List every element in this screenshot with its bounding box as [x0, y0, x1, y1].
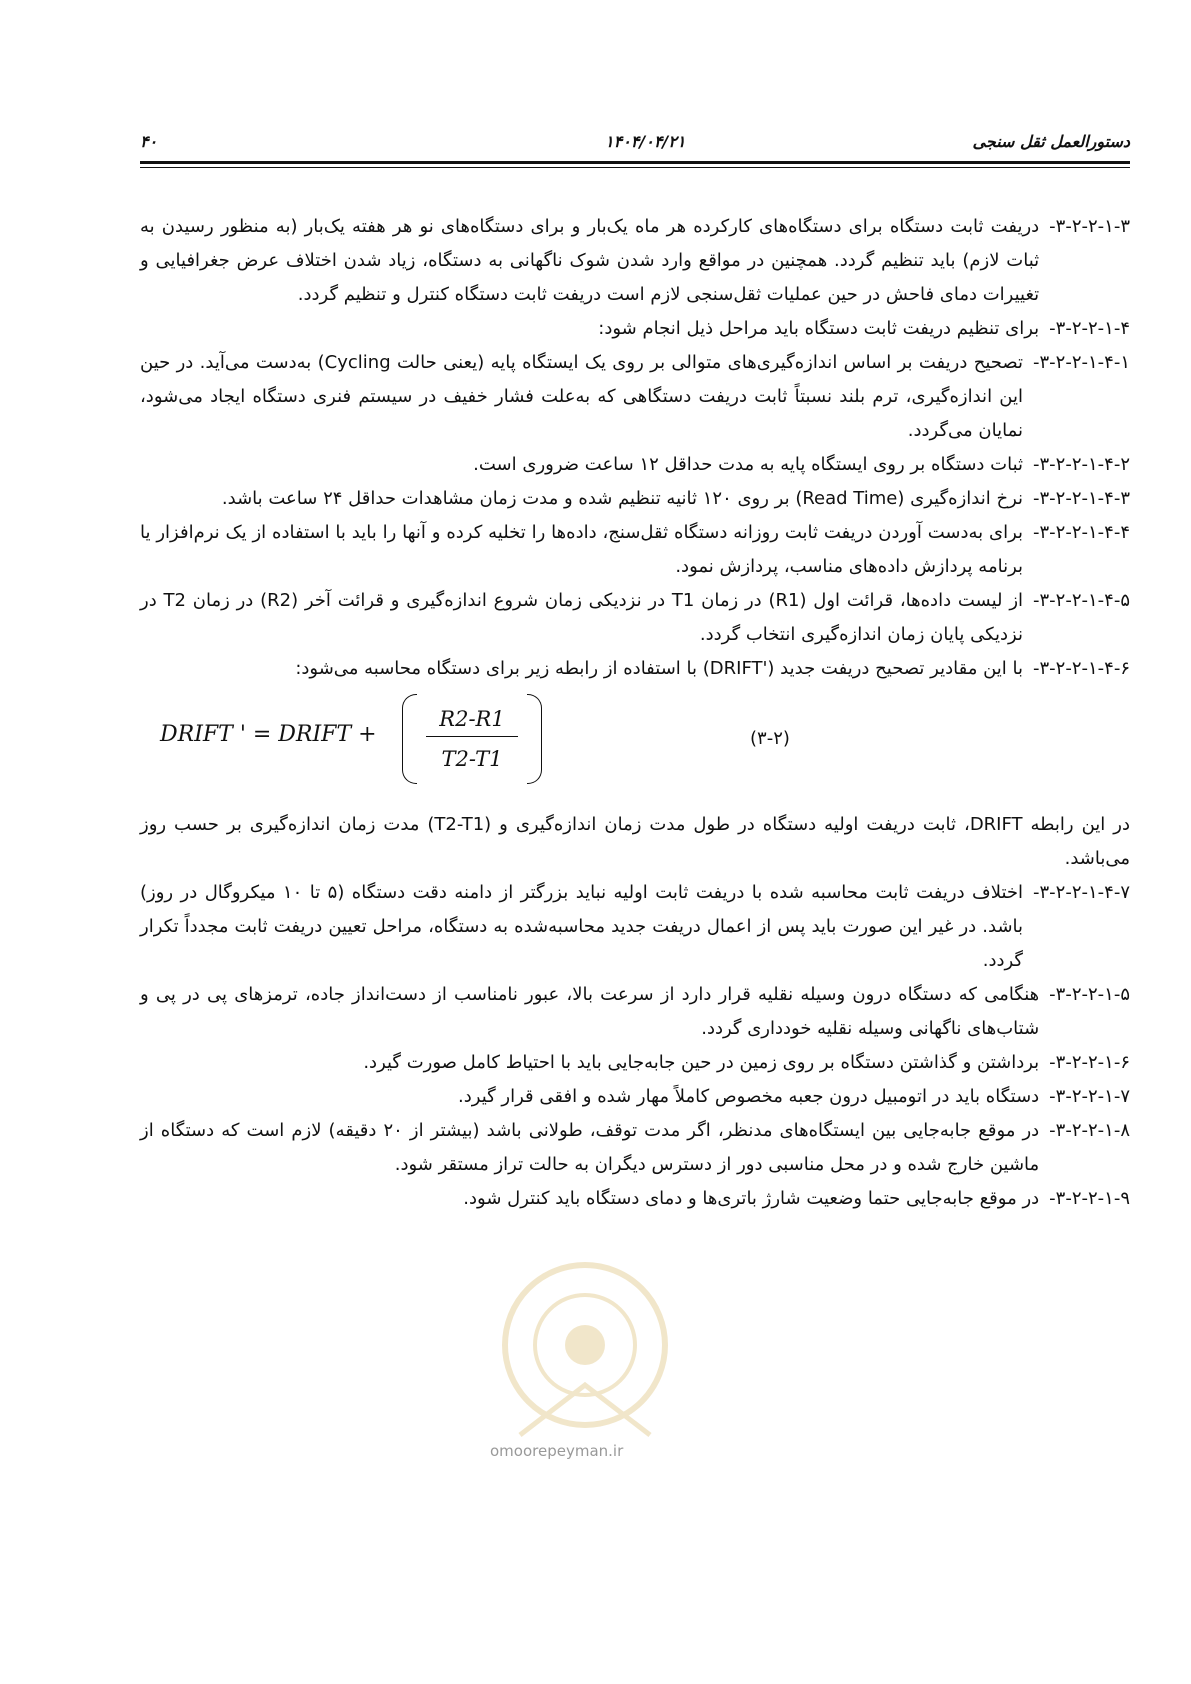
item-number: ۳-۲-۲-۱-۴-۶- — [1033, 658, 1130, 679]
item-number: ۳-۲-۲-۱-۳- — [1049, 216, 1130, 237]
item-text: با این مقادیر تصحیح دریفت جدید ('DRIFT) با استفاده از رابطه زیر برای دستگاه محاسبه می‌شود: — [295, 658, 1024, 679]
paragraph-item — [140, 312, 1130, 346]
item-text: تصحیح دریفت بر اساس اندازه‌گیری‌های متوالی بر روی یک ایستگاه پایه (یعنی حالت Cycling) به‌دست می‌آید. در حین این اندازه‌گیری، ترم بلند نسبتاً ثابت دریفت دستگاهی که به‌علت فشار خفیف در سیستم فنری دستگاه ایجاد می‌شود، نمایان می‌گردد. — [140, 352, 1024, 441]
item-number: ۳-۲-۲-۱-۴-۵- — [1033, 590, 1130, 611]
item-text: در موقع جابه‌جایی حتما وضعیت شارژ باتری‌ها و دمای دستگاه باید کنترل شود. — [463, 1188, 1040, 1209]
header-rule-thin — [140, 167, 1130, 168]
item-text: نرخ اندازه‌گیری (Read Time) بر روی ۱۲۰ ثانیه تنظیم شده و مدت زمان مشاهدات حداقل ۲۴ ساعت باشد. — [221, 488, 1024, 509]
item-text: برداشتن و گذاشتن دستگاه بر روی زمین در حین جابه‌جایی باید با احتیاط کامل صورت گیرد. — [363, 1052, 1040, 1073]
item-text: دستگاه باید در اتومبیل درون جعبه مخصوص کاملاً مهار شده و افقی قرار گیرد. — [458, 1086, 1040, 1107]
header-date: ۱۴۰۴/۰۴/۲۱ — [605, 132, 686, 151]
formula-lhs: DRIFT ' = DRIFT + — [160, 722, 377, 747]
formula-right-paren — [527, 694, 542, 784]
formula-fraction-bar — [426, 736, 518, 737]
item-text: برای به‌دست آوردن دریفت ثابت روزانه دستگاه ثقل‌سنج، داده‌ها را تخلیه کرده و آنها را باید با استفاده از یک نرم‌افزار یا برنامه پردازش داده‌های مناسب، پردازش نمود. — [140, 522, 1024, 577]
paragraph-item — [140, 1080, 1130, 1114]
item-number: ۳-۲-۲-۱-۴-۳- — [1033, 488, 1130, 509]
item-number: ۳-۲-۲-۱-۶- — [1049, 1052, 1130, 1073]
header-rule-thick — [140, 161, 1130, 164]
paragraph-item — [140, 516, 1130, 584]
item-number: ۳-۲-۲-۱-۵- — [1049, 984, 1130, 1005]
paragraph-item — [140, 1046, 1130, 1080]
paragraph-item — [140, 978, 1130, 1046]
item-number: ۳-۲-۲-۱-۴-۴- — [1033, 522, 1130, 543]
watermark-seal-icon — [460, 1235, 710, 1465]
drift-formula — [140, 690, 1130, 800]
item-text: هنگامی که دستگاه درون وسیله نقلیه قرار دارد از سرعت بالا، عبور نامناسب از دست‌انداز جاده، ترمزهای پی در پی و شتاب‌های ناگهانی وسیله نقلیه خودداری گردد. — [140, 984, 1040, 1039]
page-header — [140, 128, 1130, 158]
paragraph-item — [140, 448, 1130, 482]
item-text: ثبات دستگاه بر روی ایستگاه پایه به مدت حداقل ۱۲ ساعت ضروری است. — [473, 454, 1024, 475]
paragraph-item — [140, 210, 1130, 312]
formula-denominator: T2-T1 — [441, 747, 503, 771]
item-number: ۳-۲-۲-۱-۹- — [1049, 1188, 1130, 1209]
item-text: دریفت ثابت دستگاه برای دستگاه‌های کارکرده هر ماه یک‌بار و برای دستگاه‌های نو هر هفته یک‌بار (به منظور رسیدن به ثبات لازم) باید تنظیم گردد. همچنین در مواقع وارد شدن شوک ناگهانی به دستگاه، زیاد شدن اختلاف عرض جغرافیایی و تغییرات دمای فاحش در حین عملیات ثقل‌سنجی لازم است دریفت ثابت دستگاه کنترل و تنظیم گردد. — [140, 216, 1040, 305]
item-text: در موقع جابه‌جایی بین ایستگاه‌های مدنظر، اگر مدت توقف، طولانی باشد (بیشتر از ۲۰ دقیقه) لازم است که دستگاه از ماشین خارج شده و در محل مناسبی دور از دسترس دیگران به حالت تراز مستقر شود. — [140, 1120, 1040, 1175]
formula-explanation: در این رابطه DRIFT، ثابت دریفت اولیه دستگاه در طول مدت زمان اندازه‌گیری و (T2-T1) مدت زمان اندازه‌گیری بر حسب روز می‌باشد. — [140, 814, 1130, 869]
formula-numerator: R2-R1 — [439, 707, 505, 731]
paragraph-item — [140, 1114, 1130, 1182]
document-body — [140, 210, 1130, 1216]
item-number: ۳-۲-۲-۱-۸- — [1049, 1120, 1130, 1141]
item-number: ۳-۲-۲-۱-۴-۷- — [1033, 882, 1130, 903]
formula-fraction — [402, 694, 542, 784]
item-number: ۳-۲-۲-۱-۴- — [1049, 318, 1130, 339]
formula-tag: (۳-۲) — [750, 728, 790, 749]
paragraph-item — [140, 652, 1130, 686]
item-text: اختلاف دریفت ثابت محاسبه شده با دریفت ثابت اولیه نباید بزرگتر از دامنه دقت دستگاه (۵ تا ۱۰ میکروگال در روز) باشد. در غیر این صورت باید پس از اعمال دریفت جدید محاسبه‌شده به دستگاه، مراحل تعیین دریفت ثابت مجدداً تکرار گردد. — [140, 882, 1024, 971]
item-text: برای تنظیم دریفت ثابت دستگاه باید مراحل ذیل انجام شود: — [598, 318, 1040, 339]
item-number: ۳-۲-۲-۱-۴-۱- — [1033, 352, 1130, 373]
paragraph-item — [140, 482, 1130, 516]
item-number: ۳-۲-۲-۱-۷- — [1049, 1086, 1130, 1107]
item-text: از لیست داده‌ها، قرائت اول (R1) در زمان T1 در نزدیکی زمان شروع اندازه‌گیری و قرائت آخر (R2) در زمان T2 در نزدیکی پایان زمان اندازه‌گیری انتخاب گردد. — [140, 590, 1024, 645]
header-title: دستورالعمل ثقل سنجی — [972, 132, 1130, 151]
paragraph-item — [140, 584, 1130, 652]
item-number: ۳-۲-۲-۱-۴-۲- — [1033, 454, 1130, 475]
page-number: ۴۰ — [140, 132, 158, 151]
watermark-site: omoorepeyman.ir — [490, 1442, 624, 1460]
paragraph-item — [140, 1182, 1130, 1216]
paragraph-item — [140, 346, 1130, 448]
formula-left-paren — [402, 694, 417, 784]
paragraph-item — [140, 876, 1130, 978]
